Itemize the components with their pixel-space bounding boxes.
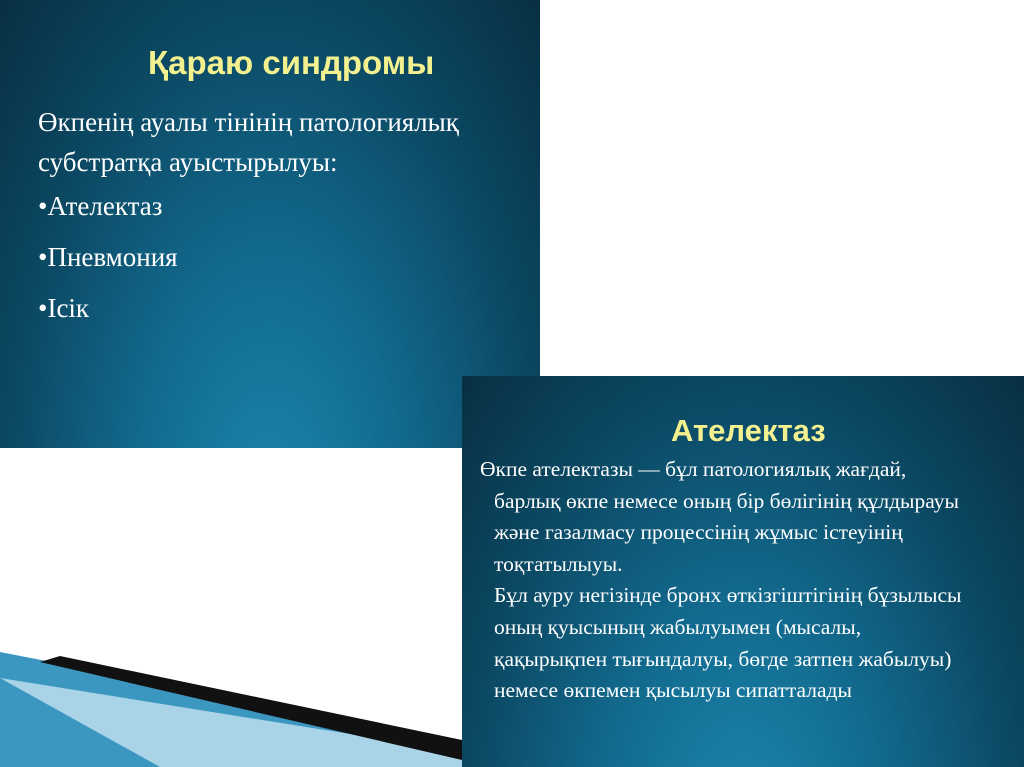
slide-top-body: [38, 103, 528, 339]
definition-line: барлық өкпе немесе оның бір бөлігінің құлдырауы: [494, 488, 959, 513]
definition-line: Өкпе ателектазы — бұл патологиялық жағдай,: [480, 457, 907, 481]
slide-bottom-title: Ателектаз: [671, 413, 826, 448]
bullet-item: • Ісік: [38, 289, 528, 329]
slide-bottom-body: [480, 454, 1016, 707]
slide-top-bullet-list: [38, 187, 528, 328]
definition-line: және газалмасу процессінің жұмыс істеуінің: [494, 520, 903, 545]
slide-bottom-panel: [462, 376, 1024, 767]
description-line: немесе өкпемен қысылуы сипатталады: [494, 678, 852, 703]
bullet-item: • Пневмония: [38, 238, 528, 278]
slide-top-lead: Өкпенің ауалы тінінің патологиялық субстратқа ауыстырылуы:: [38, 107, 459, 177]
slide-top-panel: [0, 0, 540, 448]
description-line: Бұл ауру негізінде бронх өткізгіштігінің бұзылысы: [494, 583, 962, 608]
slide-top-title: Қараю синдромы: [148, 44, 435, 81]
description-line: оның қуысының жабылуымен (мысалы,: [494, 614, 862, 639]
definition-line: тоқтатылыуы.: [494, 551, 623, 576]
description-line: қақырықпен тығындалуы, бөгде затпен жабылуы): [494, 646, 952, 671]
bullet-item: • Ателектаз: [38, 187, 528, 227]
